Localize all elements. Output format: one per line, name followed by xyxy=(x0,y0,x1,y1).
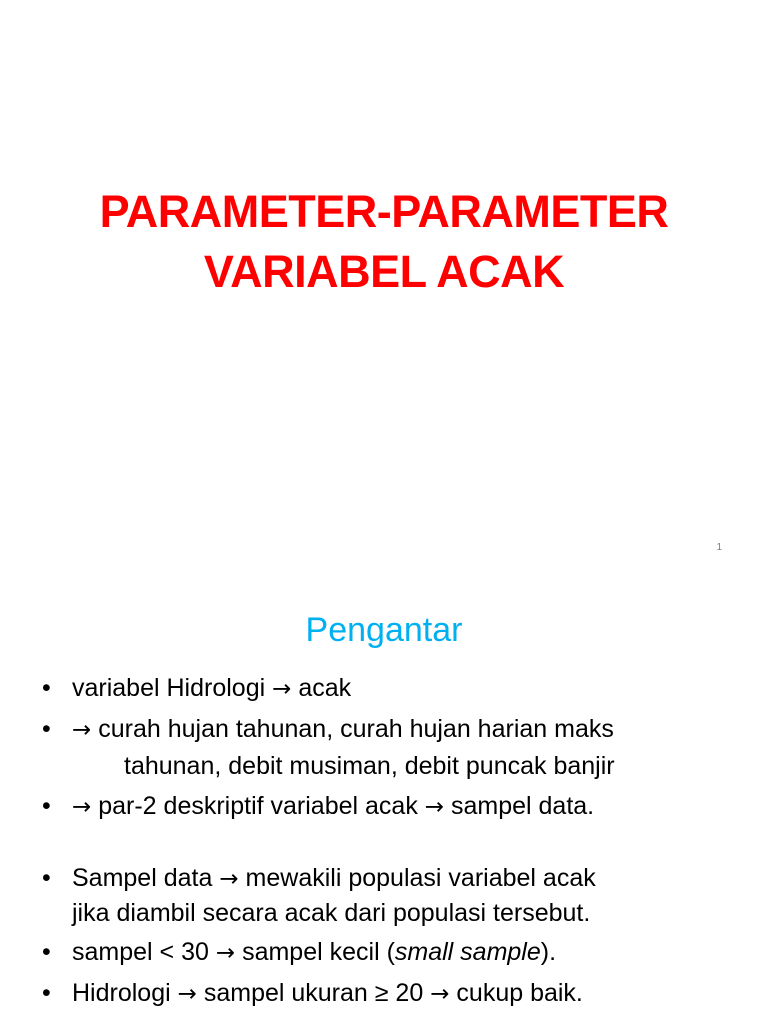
title-line-1: PARAMETER-PARAMETER xyxy=(99,186,669,237)
arrow-icon: → xyxy=(177,981,197,1007)
bullet-list xyxy=(42,668,742,1014)
arrow-icon: → xyxy=(72,794,92,820)
title-line-2: VARIABEL ACAK xyxy=(203,246,565,297)
bullet-dot: • xyxy=(42,715,51,743)
bullet-dot: • xyxy=(42,674,51,702)
arrow-icon: → xyxy=(272,676,292,702)
page-number: 1 xyxy=(716,542,722,553)
bullet-dot: • xyxy=(42,864,51,892)
bullet-item: • sampel < 30 → sampel kecil (small sample). xyxy=(42,932,742,973)
arrow-icon: → xyxy=(219,866,239,892)
arrow-icon: → xyxy=(72,717,92,743)
slide-title xyxy=(0,182,768,302)
bullet-item: • → par-2 deskriptif variabel acak → sampel data. xyxy=(42,786,742,827)
bullet-item: • Hidrologi → sampel ukuran ≥ 20 → cukup baik. xyxy=(42,973,742,1014)
bullet-item: • → curah hujan tahunan, curah hujan harian maks xyxy=(42,709,742,750)
content-slide xyxy=(0,576,768,1024)
bullet-continuation: jika diambil secara acak dari populasi tersebut. xyxy=(72,899,591,927)
bullet-item: • variabel Hidrologi → acak xyxy=(42,668,742,709)
bullet-continuation: tahunan, debit musiman, debit puncak banjir xyxy=(124,752,615,780)
bullet-dot: • xyxy=(42,938,51,966)
arrow-icon: → xyxy=(424,794,445,820)
arrow-icon: → xyxy=(430,981,450,1007)
bullet-dot: • xyxy=(42,792,51,820)
bullet-dot: • xyxy=(42,979,51,1007)
bullet-item: • Sampel data → mewakili populasi variabel acak xyxy=(42,861,742,896)
slide-heading: Pengantar xyxy=(305,611,463,649)
arrow-icon: → xyxy=(215,940,236,966)
